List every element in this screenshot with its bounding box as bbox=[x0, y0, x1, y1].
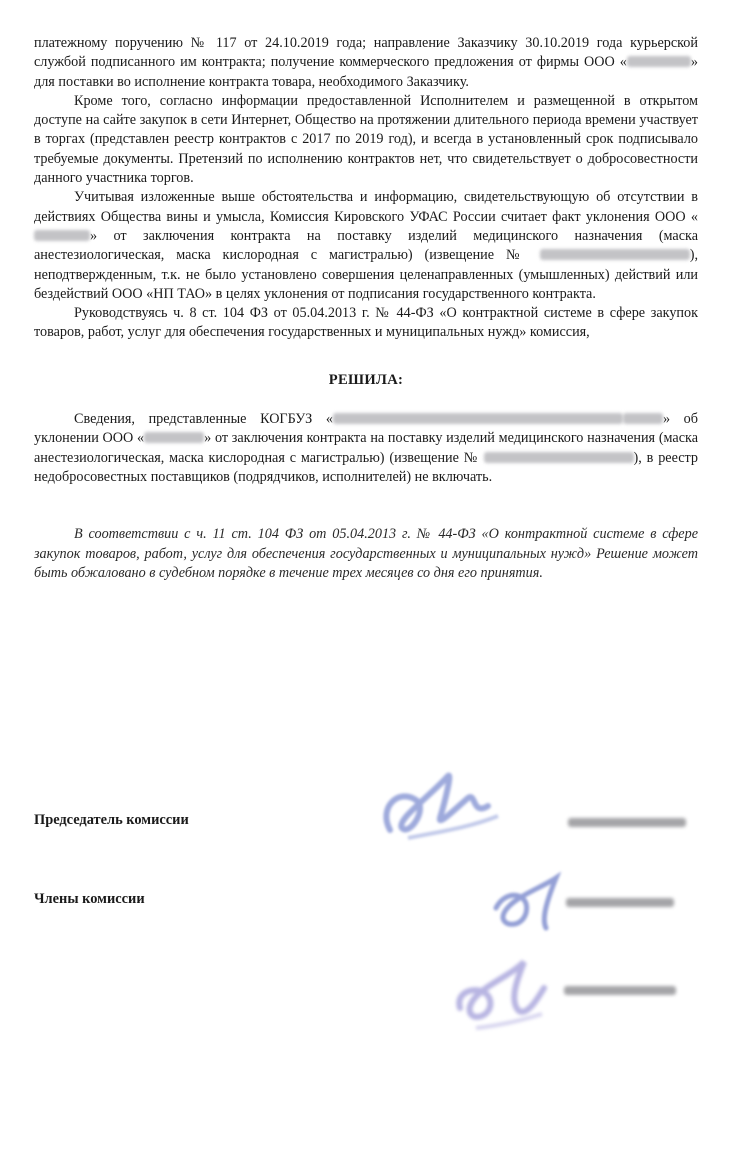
chair-name-redacted bbox=[568, 818, 686, 827]
members-label: Члены комиссии bbox=[34, 891, 145, 907]
paragraph-legal-basis: Руководствуясь ч. 8 ст. 104 ФЗ от 05.04.2013 г. № 44-ФЗ «О контрактной системе в сфере закупок товаров, работ, услуг для обеспечения государственных и муниципальных нужд» комиссия, bbox=[34, 305, 698, 341]
redacted-notice-number bbox=[540, 249, 690, 260]
document-page bbox=[34, 34, 698, 583]
redacted-customer bbox=[333, 413, 623, 424]
member1-name-redacted bbox=[566, 898, 674, 907]
chair-signature bbox=[368, 758, 518, 858]
chair-label: Председатель комиссии bbox=[34, 812, 189, 828]
appeal-notice: В соответствии с ч. 11 ст. 104 ФЗ от 05.04.2013 г. № 44-ФЗ «О контрактной системе в сфере закупок товаров, работ, услуг для обеспечения государственных и муниципальных нужд» Решение может быть обжаловано в судебном порядке в течение трех месяцев со дня его принятия. bbox=[34, 526, 698, 581]
paragraph-payment: платежному поручению № 117 от 24.10.2019 года; направление Заказчику 30.10.2019 года курьерской службой подписанного им контракта; получение коммерческого предложения от фирмы ООО « » для поставки во исполнение контракта товара, необходимого Заказчику. bbox=[34, 35, 698, 90]
decision-heading: РЕШИЛА: bbox=[328, 371, 404, 388]
redacted-notice-number bbox=[484, 452, 634, 463]
paragraph-decision: Сведения, представленные КОГБУЗ « » об уклонении ООО « » от заключения контракта на поставку изделий медицинского назначения (маска анестезиологическая, маска кислородная с магистралью) (извещение № ), в реестр недобросовестных поставщиков (подрядчиков, исполнителей) не включать. bbox=[34, 411, 698, 485]
member2-signature bbox=[446, 948, 556, 1048]
paragraph-conclusion: Учитывая изложенные выше обстоятельства и информацию, свидетельствующую об отсутствии в действиях Общества вины и умысла, Комиссия Кировского УФАС России считает факт уклонения ООО «» от заключения контракта на поставку изделий медицинского назначения (маска анестезиологическая, маска кислородная с магистралью) (извещение № ), неподтвержденным, т.к. не было установлено совершения целенаправленных (умышленных) действий или бездействий ООО «НП ТАО» в целях уклонения от подписания государственного контракта. bbox=[34, 189, 698, 302]
member2-name-redacted bbox=[564, 986, 676, 995]
redacted-company bbox=[34, 230, 90, 241]
redacted-company bbox=[627, 56, 691, 67]
member1-signature bbox=[486, 868, 576, 943]
paragraph-history: Кроме того, согласно информации предоставленной Исполнителем и размещенной в открытом доступе на сайте закупок в сети Интернет, Общество на протяжении длительного периода времени участвует в торгах (представлен реестр контрактов с 2017 по 2019 год), и всегда в установленный срок подписывало требуемые документы. Претензий по исполнению контрактов нет, что свидетельствует о добросовестности данного участника торгов. bbox=[34, 92, 698, 187]
redacted-company bbox=[144, 432, 204, 443]
redacted-customer bbox=[623, 413, 663, 424]
